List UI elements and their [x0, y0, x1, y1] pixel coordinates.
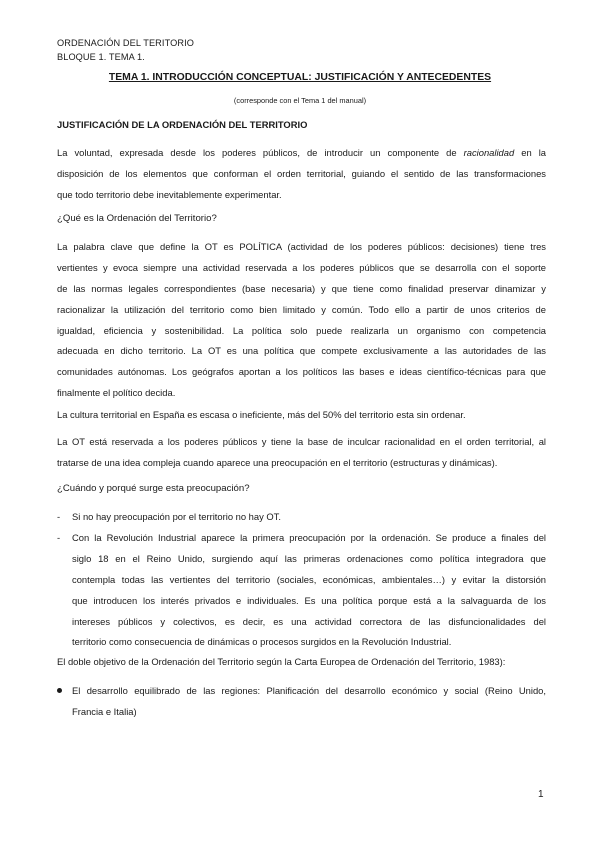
cultura-paragraph — [57, 405, 546, 426]
paragraph-line: racionalizar la utilización del territorio como bien limitado y común. Todo ello a partir de unos criterios de — [57, 303, 546, 315]
paragraph-line: El doble objetivo de la Ordenación del Territorio según la Carta Europea de Ordenación del Territorio, 1983): — [57, 656, 506, 667]
ot-definition-paragraph — [57, 237, 546, 404]
paragraph-line: finalmente el político decida. — [57, 387, 176, 399]
page-title: TEMA 1. INTRODUCCIÓN CONCEPTUAL: JUSTIFICACIÓN Y ANTECEDENTES — [108, 72, 492, 83]
intro-line: que todo territorio debe inevitablemente experimentar. — [57, 188, 282, 200]
paragraph-line: igualdad, eficiencia y sostenibilidad. La política solo puede realizarla un organismo con competencia — [57, 324, 546, 336]
list-item-line: Francia e Italia) — [72, 705, 137, 717]
intro-line: disposición de los elementos que conforman el orden territorial, guiando el sentido de las transformaciones — [57, 167, 546, 179]
running-header-course: ORDENACIÓN DEL TERITORIO — [57, 38, 194, 48]
intro-line — [57, 143, 546, 164]
list-item-line: El desarrollo equilibrado de las regiones: Planificación del desarrollo económico y social (Reino Unido, — [72, 685, 546, 696]
paragraph-line: adecuada en dicho territorio. La OT es una política que compete exclusivamente a las autoridades de las — [57, 345, 546, 357]
paragraph-line: La cultura territorial en España es escasa o ineficiente, más del 50% del territorio esta sin ordenar. — [57, 409, 466, 420]
page-number: 1 — [538, 789, 544, 800]
dash-marker: - — [57, 532, 61, 543]
paragraph-line: vertientes y evoca siempre una actividad reservada a los poderes públicos que se desarrolla con el soporte — [57, 261, 546, 273]
question-heading: ¿Cuándo y porqué surge esta preocupación? — [57, 483, 250, 494]
intro-emphasis: racionalidad — [463, 147, 515, 158]
intro-text: La voluntad, expresada desde los poderes públicos, de introducir un componente de — [57, 147, 464, 158]
bullet-icon — [57, 681, 71, 702]
running-header-block: BLOQUE 1. TEMA 1. — [57, 52, 145, 62]
list-item-line: que introducen los interés privados e individuales. Es una política porque está a la salvaguarda de los — [72, 594, 546, 606]
reservada-paragraph — [57, 432, 546, 474]
paragraph-line: de las normas legales correspondientes (base necesaria) y que tiene como finalidad preservar dinamizar y — [57, 282, 546, 294]
list-item-line: territorio como consecuencia de dinámicas o procesos surgidos en la Revolución Industrial. — [72, 636, 452, 648]
paragraph-line: La palabra clave que define la OT es POLÍTICA (actividad de los poderes públicos: decisiones) tiene tres — [57, 241, 546, 252]
list-item-line: siglo 18 en el Reino Unido, surgiendo aquí las primeras ordenaciones como política integradora que — [72, 552, 546, 564]
paragraph-line: La OT está reservada a los poderes públicos y tiene la base de inculcar racionalidad en el orden territorial, al — [57, 436, 546, 447]
paragraph-line: comunidades autónomas. Los geógrafos aportan a los políticos las bases e ideas científico-técnicas para que — [57, 366, 546, 378]
doble-objetivo-paragraph — [57, 652, 546, 673]
section-heading: JUSTIFICACIÓN DE LA ORDENACIÓN DEL TERRITORIO — [57, 119, 308, 130]
paragraph-line: tratarse de una idea compleja cuando aparece una preocupación en el territorio (estructuras y dinámicas). — [57, 456, 498, 468]
list-item-line: contempla todas las vertientes del territorio (sociales, económicas, ambientales…) y evitar la distorsión — [72, 573, 546, 585]
intro-text: en la — [514, 147, 546, 158]
intro-paragraph — [57, 143, 546, 206]
question-heading: ¿Qué es la Ordenación del Territorio? — [57, 213, 217, 224]
list-item-line: intereses públicos y colectivos, es decir, es una actividad correctora de las disfuncionalidades del — [72, 615, 546, 627]
page-subtitle: (corresponde con el Tema 1 del manual) — [233, 96, 367, 105]
dash-marker: - — [57, 511, 61, 522]
list-item-line: Con la Revolución Industrial aparece la primera preocupación por la ordenación. Se produce a finales del — [72, 532, 546, 543]
list-item-line: Si no hay preocupación por el territorio no hay OT. — [72, 511, 281, 522]
